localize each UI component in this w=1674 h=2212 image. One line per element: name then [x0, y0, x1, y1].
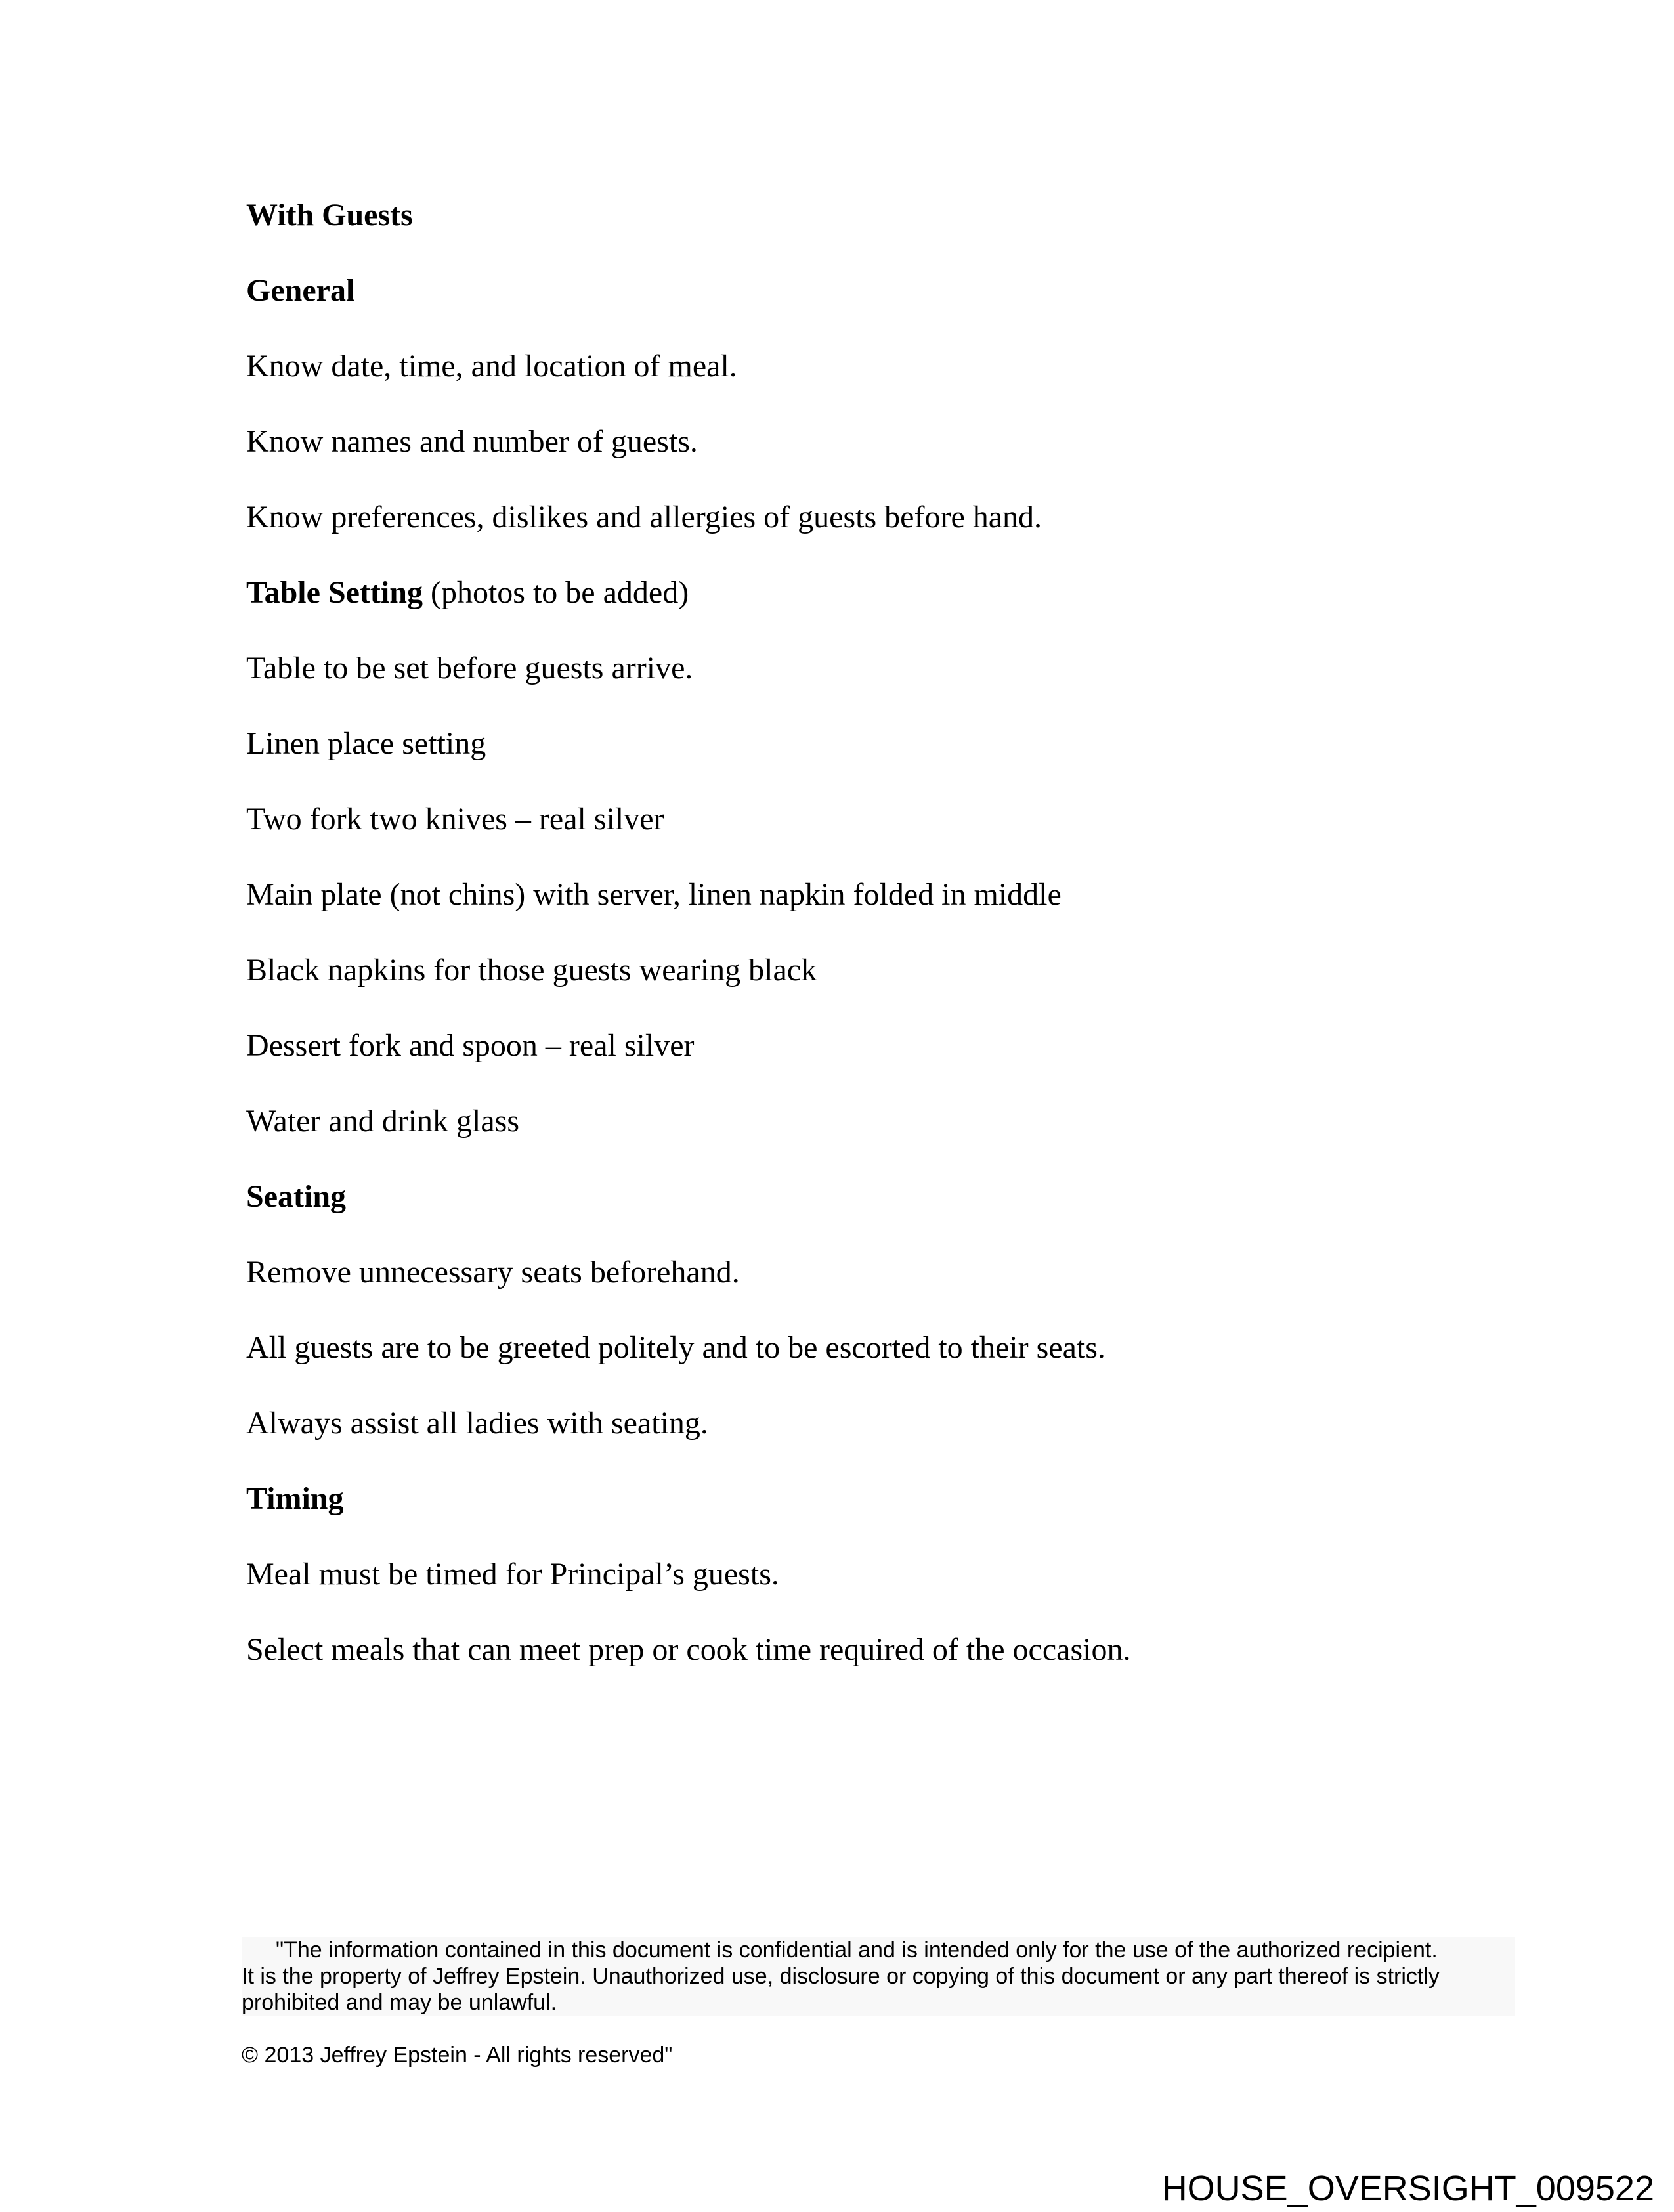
section-seating [246, 1179, 1507, 1442]
paragraph: Black napkins for those guests wearing black [246, 953, 817, 987]
copyright-line: © 2013 Jeffrey Epstein - All rights reserved" [242, 2043, 673, 2068]
section-general [246, 272, 1507, 536]
section-seating-heading: Seating [246, 1179, 347, 1214]
paragraph: Table to be set before guests arrive. [246, 651, 693, 685]
disclaimer-line: "The information contained in this document is confidential and is intended only for the use of the authorized recipient. [276, 1938, 1438, 1963]
document-title: With Guests [246, 198, 413, 232]
document-body [246, 197, 1507, 1707]
paragraph: Main plate (not chins) with server, linen napkin folded in middle [246, 877, 1062, 912]
disclaimer-line: prohibited and may be unlawful. [242, 1990, 557, 2015]
paragraph: Water and drink glass [246, 1104, 520, 1139]
section-table-setting-heading-note: (photos to be added) [422, 575, 689, 610]
paragraph: Two fork two knives – real silver [246, 802, 664, 836]
paragraph: All guests are to be greeted politely and to be escorted to their seats. [246, 1330, 1105, 1365]
section-timing-heading: Timing [246, 1481, 344, 1516]
paragraph: Dessert fork and spoon – real silver [246, 1028, 695, 1063]
paragraph: Know preferences, dislikes and allergies of guests before hand. [246, 500, 1042, 534]
disclaimer-block [242, 1937, 1515, 2016]
bates-number: HOUSE_OVERSIGHT_009522 [1161, 2169, 1654, 2208]
paragraph: Know names and number of guests. [246, 424, 698, 459]
paragraph: Select meals that can meet prep or cook time required of the occasion. [246, 1632, 1131, 1667]
section-table-setting [246, 575, 1507, 1140]
paragraph: Linen place setting [246, 726, 486, 761]
section-table-setting-heading: Table Setting [246, 575, 423, 610]
paragraph: Meal must be timed for Principal’s guests. [246, 1557, 779, 1592]
section-general-heading: General [246, 273, 355, 308]
confidentiality-footer [242, 1937, 1515, 2068]
disclaimer-line: It is the property of Jeffrey Epstein. Unauthorized use, disclosure or copying of this document or any part thereof is strictly [242, 1964, 1440, 1989]
section-timing [246, 1481, 1507, 1668]
paragraph: Always assist all ladies with seating. [246, 1406, 708, 1441]
paragraph: Remove unnecessary seats beforehand. [246, 1255, 740, 1290]
section-table-setting-heading-line [246, 575, 1507, 611]
paragraph: Know date, time, and location of meal. [246, 349, 737, 383]
